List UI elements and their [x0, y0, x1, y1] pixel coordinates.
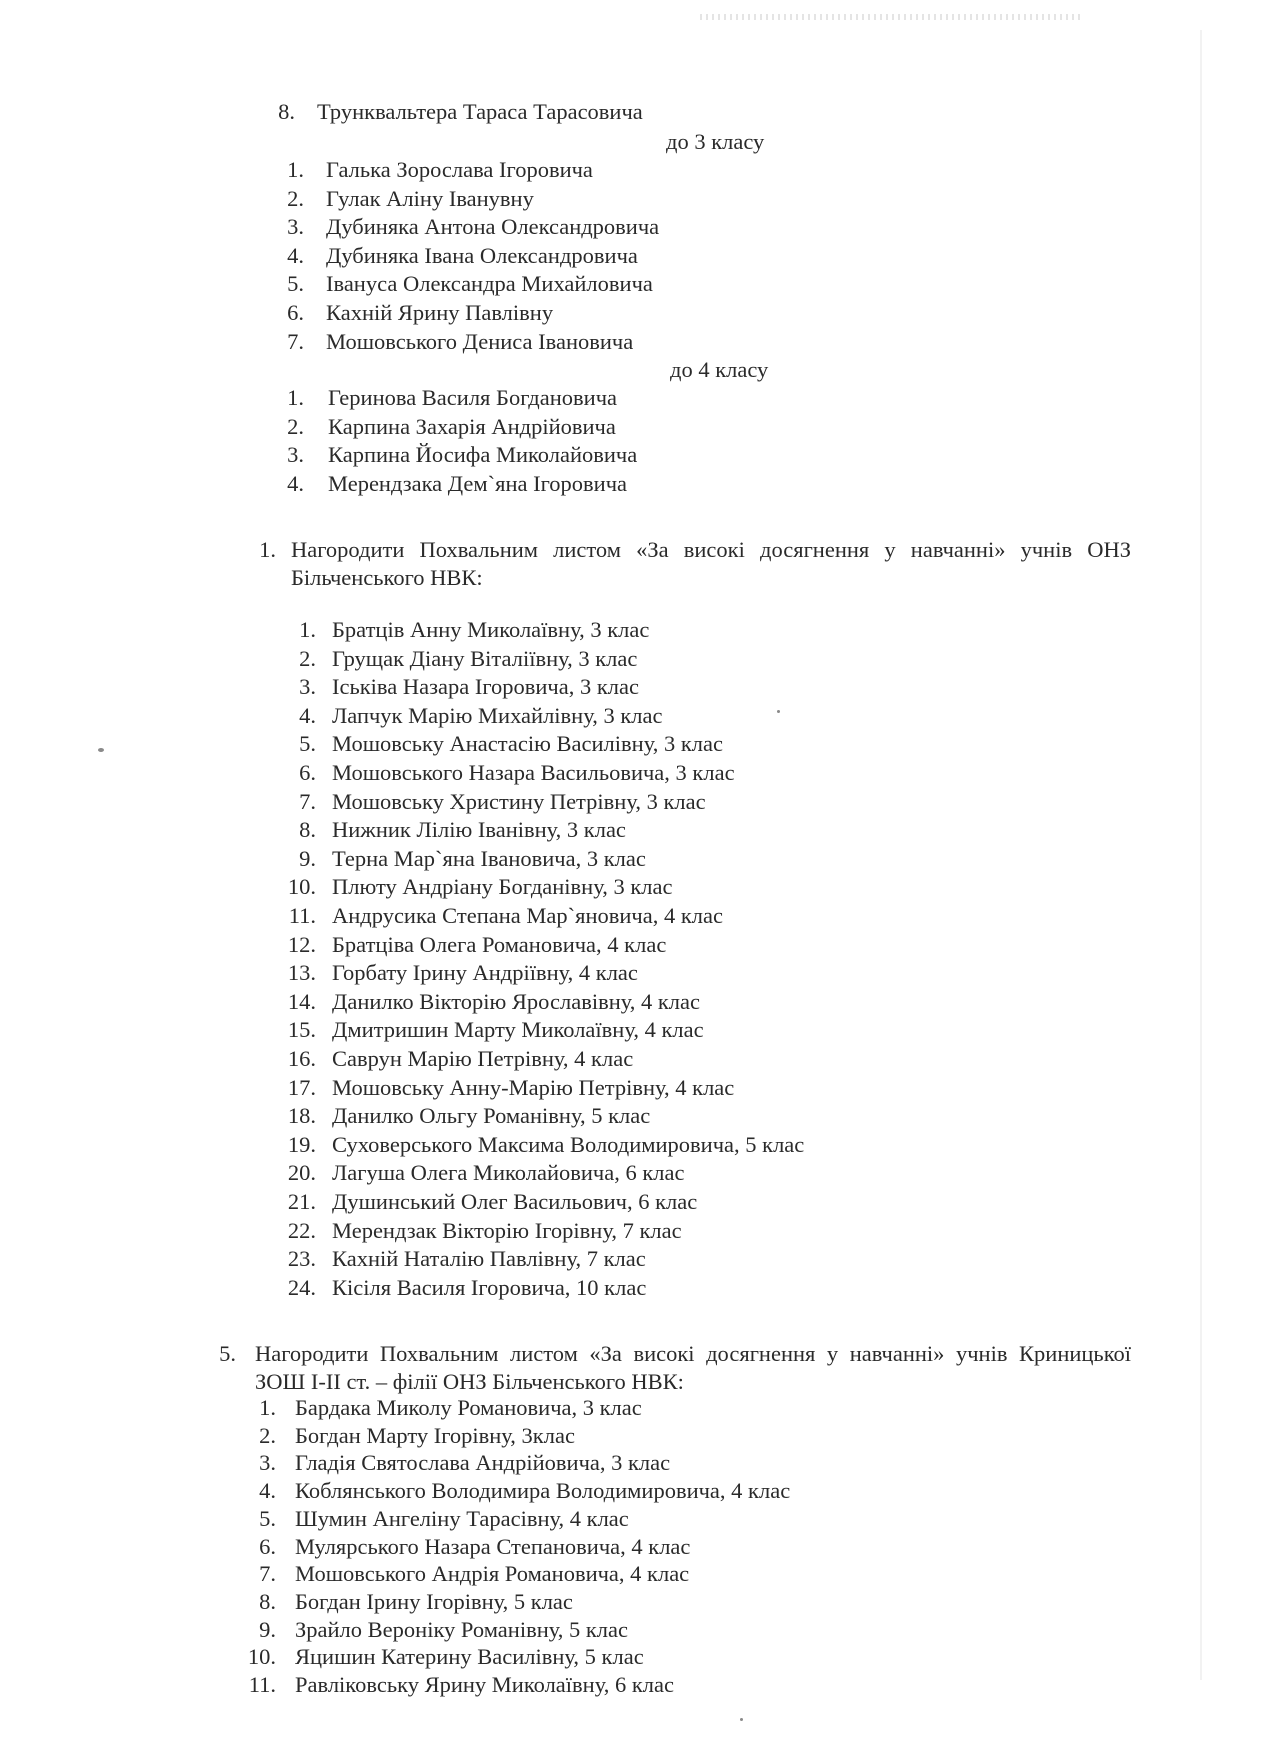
item-number: 11.	[288, 903, 316, 928]
item-text: Коблянського Володимира Володимировича, 4 клас	[295, 1478, 791, 1504]
item-text: Кісіля Василя Ігоровича, 10 клас	[332, 1274, 647, 1300]
item-text: Нижник Лілію Іванівну, 3 клас	[332, 817, 626, 843]
item-text: Трунквальтера Тараса Тарасовича	[317, 99, 643, 124]
item-text: Лапчук Марію Михайлівну, 3 клас	[332, 702, 663, 728]
item-number: 4.	[259, 1478, 276, 1504]
item-number: 2.	[287, 185, 304, 211]
item-number: 8.	[259, 1588, 276, 1614]
item-number: 10.	[287, 874, 316, 900]
scan-noise-top	[700, 14, 1080, 20]
item-number: 1.	[287, 157, 304, 182]
item-number: 9.	[299, 845, 316, 871]
item-number: 20.	[287, 1160, 316, 1186]
class-heading: до 3 класу	[666, 129, 765, 154]
scan-speck	[98, 748, 104, 752]
item-number: 15.	[287, 1017, 316, 1043]
item-text: Яцишин Катерину Василівну, 5 клас	[295, 1644, 644, 1670]
item-text: Кахній Ярину Павлівну	[326, 300, 554, 325]
item-text: Данилко Ольгу Романівну, 5 клас	[332, 1103, 651, 1129]
item-number: 3.	[287, 442, 304, 468]
item-number: 2.	[259, 1422, 276, 1448]
item-number: 14.	[287, 988, 316, 1014]
item-text: Богдан Ірину Ігорівну, 5 клас	[295, 1588, 573, 1614]
item-number: 9.	[259, 1616, 276, 1642]
item-number: 13.	[287, 960, 316, 986]
item-number: 3.	[299, 674, 316, 700]
item-text: Душинський Олег Васильович, 6 клас	[332, 1189, 698, 1214]
item-number: 7.	[259, 1561, 276, 1587]
item-text: Мошовську Анастасію Василівну, 3 клас	[332, 731, 723, 757]
item-number: 1.	[287, 385, 304, 410]
item-text: Мошовську Христину Петрівну, 3 клас	[332, 788, 706, 814]
item-number: 6.	[287, 300, 304, 325]
item-text: Дубиняка Івана Олександровича	[326, 242, 638, 268]
item-text: Дмитришин Марту Миколаївну, 4 клас	[332, 1017, 704, 1043]
item-text: Кахній Наталію Павлівну, 7 клас	[332, 1246, 646, 1272]
item-text: Карпина Йосифа Миколайовича	[328, 442, 638, 468]
item-text: Мерендзака Дем`яна Ігоровича	[328, 470, 627, 496]
item-number: 1.	[259, 1395, 276, 1420]
scan-speck	[777, 710, 780, 713]
item-text: Геринова Василя Богдановича	[328, 385, 617, 410]
item-number: 3.	[287, 214, 304, 240]
item-text: Грущак Діану Віталіївну, 3 клас	[332, 645, 638, 671]
item-text: Мошовського Андрія Романовича, 4 клас	[295, 1561, 690, 1587]
item-text: Горбату Ірину Андріївну, 4 клас	[332, 960, 638, 986]
item-number: 1.	[259, 537, 276, 562]
item-text: Мулярського Назара Степановича, 4 клас	[295, 1533, 691, 1559]
item-number: 8.	[278, 99, 295, 124]
scan-noise-right	[1200, 30, 1204, 1680]
scan-speck	[740, 1718, 743, 1721]
item-text: Терна Мар`яна Івановича, 3 клас	[332, 845, 646, 871]
item-text: Шумин Ангеліну Тарасівну, 4 клас	[295, 1505, 629, 1531]
item-number: 3.	[259, 1450, 276, 1476]
item-number: 8.	[299, 817, 316, 843]
item-number: 23.	[287, 1246, 316, 1272]
item-number: 12.	[287, 931, 316, 957]
item-number: 6.	[259, 1533, 276, 1559]
item-text: Андрусика Степана Мар`яновича, 4 клас	[332, 903, 723, 928]
item-text: Богдан Марту Ігорівну, 3клас	[295, 1422, 575, 1448]
item-text: Дубиняка Антона Олександровича	[326, 214, 660, 240]
item-text: Мошовську Анну-Марію Петрівну, 4 клас	[332, 1074, 735, 1100]
item-text: Бардака Миколу Романовича, 3 клас	[295, 1395, 642, 1420]
class-heading: до 4 класу	[670, 357, 769, 382]
item-text: Мерендзак Вікторію Ігорівну, 7 клас	[332, 1217, 682, 1243]
item-number: 4.	[287, 470, 304, 496]
item-text: Братціва Олега Романовича, 4 клас	[332, 931, 667, 957]
item-number: 5.	[259, 1505, 276, 1531]
item-number: 10.	[247, 1644, 276, 1670]
item-number: 5.	[219, 1341, 236, 1366]
item-number: 16.	[287, 1046, 316, 1071]
section-paragraph: Нагородити Похвальним листом «За високі досягнення у навчанні» учнів ОНЗ Більченського НВК:	[291, 537, 1131, 590]
item-number: 4.	[299, 702, 316, 728]
item-text: Братців Анну Миколаївну, 3 клас	[332, 617, 650, 642]
item-number: 5.	[287, 271, 304, 297]
item-number: 22.	[287, 1217, 316, 1243]
item-number: 19.	[287, 1131, 316, 1157]
item-text: Лагуша Олега Миколайовича, 6 клас	[332, 1160, 685, 1186]
item-text: Галька Зорослава Ігоровича	[326, 157, 593, 182]
item-number: 4.	[287, 242, 304, 268]
item-text: Мошовського Дениса Івановича	[326, 328, 634, 354]
section-paragraph: Нагородити Похвальним листом «За високі досягнення у навчанні» учнів Криницької ЗОШ І-ІІ ст. – філії ОНЗ Більченського НВК:	[255, 1341, 1131, 1394]
item-text: Івануса Олександра Михайловича	[326, 271, 653, 297]
item-number: 2.	[287, 413, 304, 439]
item-text: Іськіва Назара Ігоровича, 3 клас	[332, 674, 639, 700]
item-text: Данилко Вікторію Ярославівну, 4 клас	[332, 988, 700, 1014]
item-number: 2.	[299, 645, 316, 671]
item-text: Плюту Андріану Богданівну, 3 клас	[332, 874, 673, 900]
item-number: 1.	[299, 617, 316, 642]
item-number: 11.	[248, 1672, 276, 1697]
item-text: Саврун Марію Петрівну, 4 клас	[332, 1046, 634, 1071]
item-number: 7.	[299, 788, 316, 814]
item-text: Равліковську Ярину Миколаївну, 6 клас	[295, 1672, 674, 1697]
item-number: 21.	[287, 1189, 316, 1214]
item-number: 17.	[287, 1074, 316, 1100]
item-text: Карпина Захарія Андрійовича	[328, 413, 616, 439]
item-text: Гулак Аліну Іванувну	[326, 185, 534, 211]
item-number: 18.	[287, 1103, 316, 1129]
item-number: 6.	[299, 760, 316, 785]
item-text: Мошовського Назара Васильовича, 3 клас	[332, 760, 735, 785]
item-text: Гладія Святослава Андрійовича, 3 клас	[295, 1450, 671, 1476]
item-text: Суховерського Максима Володимировича, 5 клас	[332, 1131, 805, 1157]
item-number: 7.	[287, 328, 304, 354]
item-number: 24.	[287, 1274, 316, 1300]
item-text: Зрайло Вероніку Романівну, 5 клас	[295, 1616, 628, 1642]
item-number: 5.	[299, 731, 316, 757]
